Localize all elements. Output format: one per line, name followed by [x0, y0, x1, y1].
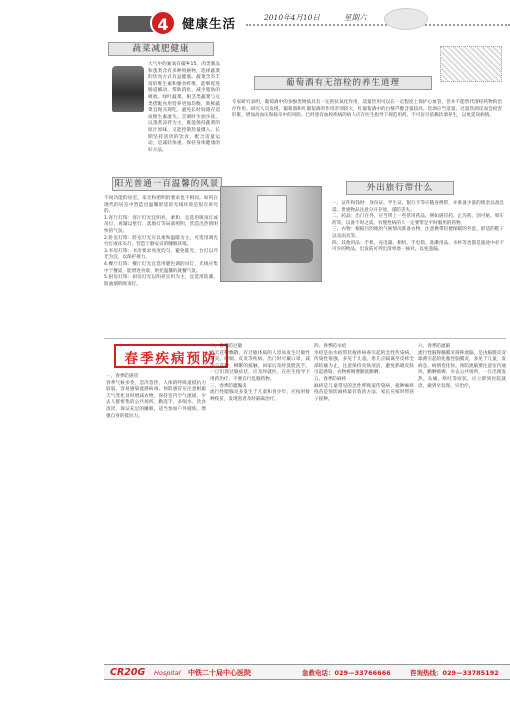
- footer-consult: 咨询热线：029—33785192: [410, 669, 499, 677]
- spring-col-1: 一、春季防感冒 春季气候多变，忽冷忽热，人体的呼吸道抵抗力较弱，容易感染流感病毒。预防感冒应注意根据天气变化及时增减衣物，保持室内空气流通，少去人群密集的公共场所，勤洗手，多喝水，饮食清淡，保证充足的睡眠，适当参加户外锻炼，增强自身的抵抗力。: [106, 374, 206, 419]
- article-travel-text: 一、证件和钱财：身份证、学生证、银行卡等应随身携带，并准备少量的现金以备急需。贵重物品注意分开存放，谨防丢失。 二、药品：出门在外，应当带上一些常用药品，例如感冒药、止泻药、创可贴、晕车药等，以备不时之需。有慢性病的人一定要带足平时服用的药物。 三、衣物：根据目的地的气候情况准备衣物，注意携带轻便保暖的外套、舒适的鞋子以及雨具等。 四、其他用品：手机、充电器、相机、手电筒、洗漱用品、水杯等也都是旅途中必不可少的物品，出发前可列出清单逐一核对，以免遗漏。: [332, 201, 504, 253]
- article-wine-text: 专家研究表明，葡萄酒中的多酚类物质具有一定的抗氧化作用，适量饮用可以在一定程度上保护心血管，但并不能替代溶栓药物的治疗作用。研究人员发现，葡萄酒和红葡萄酒的作用差别较大，红葡萄酒中的白藜芦醇含量较高。饮酒应当适量，过量饮酒反而会损害肝脏，增加高血压和脑卒中的风险。已经患有血栓疾病的病人应在医生指导下规范用药，不可盲目依赖饮酒养生，以免延误病情。: [232, 100, 502, 119]
- wine-photo: [440, 46, 502, 82]
- article-travel-title: 外出旅行带什么: [346, 181, 454, 195]
- header-accent-circle: [384, 8, 428, 30]
- header-date: 2010年4月10日: [264, 13, 320, 22]
- article-vegetables-title: 蔬菜减肥健康: [108, 42, 214, 56]
- article-lighting-text: 不同功能的居室，采光和照明的要求也不相同。如何在现代的居室中营造出温馨舒适的光线环境是很有讲究的。 1.客厅灯饰：客厅灯光宜明亮、柔和，宜选用吸顶灯或吊灯，再辅以壁灯、落地灯等局部照明，营造出热情明快的气氛。 2.卧室灯饰：卧室灯光应以柔和温暖为主，可选用调光台灯或床头灯，营造宁静安详的睡眠环境。 3.书房灯饰：书房要求亮度均匀，避免眩光，台灯以冷光为宜，以保护视力。 4.餐厅灯饰：餐厅灯光宜选用暖色调的吊灯，光线应集中于餐桌，能增进食欲、烘托温馨的就餐气氛。 5.厨房灯饰：厨房灯光以明亮实用为主，宜选用防潮、防油烟的吸顶灯。: [104, 196, 218, 287]
- header-bar: [0, 8, 510, 34]
- spring-col-3: 四、春季防水痘 水痘是由水痘带状疱疹病毒引起的急性传染病，传染性很强，多见于儿童。患儿应隔离至皮疹全部结痂为止，注意保持皮肤清洁，避免抓破皮肤引起感染，衣物被褥要勤洗勤晒。 五、春季防麻疹 麻疹是儿童常见的急性呼吸道传染病，接种麻疹疫苗是预防麻疹最有效的方法，家长应按时带孩子接种。: [314, 344, 414, 402]
- article-vegetables-text-cont: [108, 124, 222, 168]
- section-title: 健康生活: [182, 16, 237, 31]
- spring-col-2: 二、春季防过敏 春天花粉飘散，有过敏体质的人容易发生过敏性鼻炎、哮喘、皮炎等疾病。出门时可戴口罩，减少与花粉、柳絮的接触，回家后及时洗脸洗手。一旦出现过敏症状，应及时就医，在医生指导下用药治疗，不要自行乱服药物。 三、春季防腮腺炎 流行性腮腺炎多发生于儿童和青少年，应按时接种疫苗，发现患者及时隔离治疗。: [210, 344, 310, 402]
- spring-col-4: 六、春季防流脑 流行性脑脊髓膜炎简称流脑，是由脑膜炎双球菌引起的化脓性脑膜炎，多见于儿童，发病急，病情变化快。预防流脑要注意室内通风，勤晒被褥，少去公共场所，一旦出现发热、头痛、呕吐等症状，应立即到医院就诊，做到早发现、早治疗。: [418, 344, 506, 389]
- article-wine-title: 葡萄酒有无溶栓的养生道理: [254, 76, 432, 90]
- footer-emergency: 急救电话：029—33766666: [302, 669, 391, 677]
- footer-hospital-cn: 中铁二十局中心医院: [188, 669, 251, 677]
- spring-disease-title: 春季疾病预防: [124, 351, 218, 367]
- living-room-photo: [220, 186, 322, 282]
- footer-hospital-en: Hospital: [154, 669, 181, 677]
- footer-brand: CR20G: [110, 667, 146, 678]
- footer-bar: [104, 664, 510, 680]
- header-weekday: 星期六: [344, 13, 367, 22]
- article-vegetables-text: 大气中的氟氧有碳乡15、肉类制品和蛋类含有多种致癌物，选择蔬菜的饮食方式有益健康。蔬菜含有丰富的维生素和膳食纤维，能够促进肠道蠕动，帮助消化，减少脂肪的吸收。绿叶蔬菜、根茎类蔬菜与豆类搭配食用营养更加均衡，新鲜蔬菜宜现买现吃，避免长时间储存造成维生素流失。烹调时少油少盐，以蒸煮凉拌为主，既能保持蔬菜的原汁原味，又能控制热量摄入。长期坚持清淡的饮食，配合适量运动，是减轻体重、保持身体健康的好方法。: [148, 62, 220, 153]
- header-dotted-rule: [246, 24, 510, 26]
- article-lighting-title: 阳光普通一百温馨的风景: [112, 177, 222, 191]
- page-number-badge: 4: [150, 10, 176, 36]
- vegetables-photo: [112, 66, 144, 112]
- section-divider: [104, 338, 506, 339]
